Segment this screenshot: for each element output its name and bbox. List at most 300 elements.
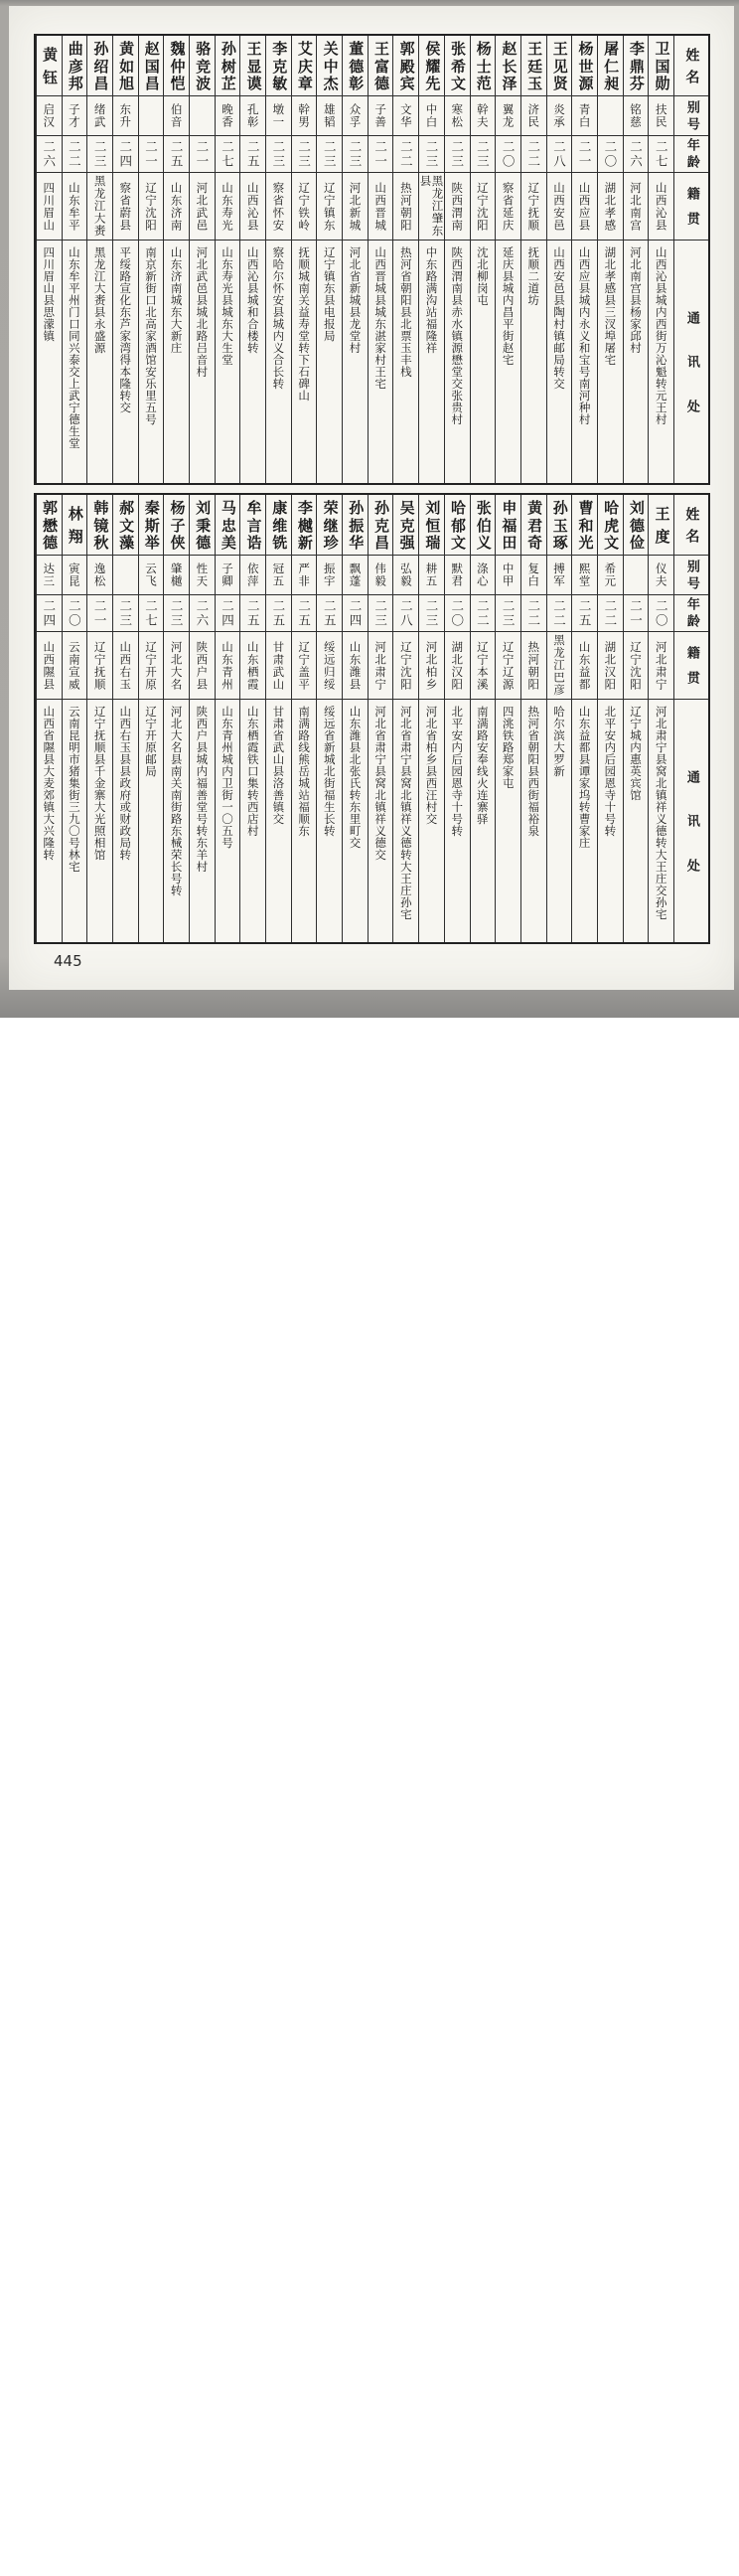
entry-address: [445, 240, 470, 483]
entry-alias: [598, 555, 623, 594]
entry-alias: [266, 95, 291, 135]
entry-column: [418, 495, 444, 942]
entry-address-text: 山东栖霞铁口集转西店村: [245, 706, 260, 837]
entry-age-text: 二六: [41, 139, 57, 169]
entry-age-text: 二三: [169, 598, 185, 628]
entry-age-text: 二二: [67, 139, 82, 169]
entry-native-text: 山东牟平: [67, 181, 81, 232]
entry-native: [37, 631, 62, 699]
entry-name-text: 哈 郁 文: [449, 500, 468, 550]
entry-alias: [343, 95, 368, 135]
entry-address-text: 山东牟平州门口同兴泰交上武宁德生堂: [67, 246, 81, 449]
entry-alias: [393, 95, 418, 135]
entry-column: [623, 495, 649, 942]
header-address: [674, 240, 708, 483]
entry-native-text: 辽宁沈阳: [398, 640, 413, 691]
entry-name-text: 牟 言 诰: [244, 500, 263, 550]
entry-age: [164, 135, 189, 172]
entry-column: [138, 36, 164, 483]
entry-alias-text: 希元: [603, 563, 618, 587]
header-address: [674, 699, 708, 942]
entry-address: [266, 240, 291, 483]
entry-address: [63, 240, 87, 483]
entry-alias-text: 文华: [398, 103, 413, 128]
entry-name-text: 屠 仁 昶: [602, 41, 621, 90]
header-native-text: 籍 贯: [683, 186, 699, 227]
entry-age: [393, 135, 418, 172]
entry-name-text: 马 忠 美: [219, 500, 237, 550]
entry-age: [63, 594, 87, 631]
entry-address-text: 山东益都县谭家坞转曹家庄: [577, 706, 592, 849]
entry-age: [266, 135, 291, 172]
entry-native: [393, 172, 418, 240]
entry-age-text: 二五: [577, 598, 593, 628]
entry-column: [138, 495, 164, 942]
entry-name: [216, 495, 240, 555]
header-alias: [674, 555, 708, 594]
entry-name-text: 刘 秉 德: [194, 500, 213, 550]
entry-age-text: 二三: [501, 598, 517, 628]
entry-age-text: 二三: [424, 598, 440, 628]
entry-address-text: 河北省肃宁县窝北镇祥义德转大王庄孙宅: [398, 706, 413, 920]
entry-name-text: 关 中 杰: [321, 41, 340, 90]
entry-native-text: 山东潍县: [348, 640, 363, 691]
entry-age-text: 二七: [654, 139, 669, 169]
header-name-text: 姓 名: [683, 506, 700, 544]
entry-age-text: 二三: [449, 139, 465, 169]
entry-column: [648, 36, 673, 483]
entry-name-text: 杨 子 侠: [168, 500, 187, 550]
entry-name: [521, 36, 546, 95]
entry-native: [164, 631, 189, 699]
entry-native: [164, 172, 189, 240]
entry-native: [419, 172, 444, 240]
entry-address: [369, 699, 393, 942]
entry-age: [190, 135, 215, 172]
entry-age-text: 二三: [92, 139, 108, 169]
entry-alias-text: 晚香: [221, 103, 234, 128]
entry-native: [624, 172, 649, 240]
entry-name: [419, 36, 444, 95]
entry-native-text: 山西晋城: [373, 181, 388, 232]
entry-native: [445, 172, 470, 240]
entry-alias-text: 中甲: [501, 563, 516, 587]
entry-age: [496, 135, 520, 172]
entry-native: [87, 172, 112, 240]
entry-name-text: 曹 和 光: [576, 500, 595, 550]
entry-age-text: 二五: [245, 598, 261, 628]
entry-address-text: 山西右玉县县政府或财政局转: [118, 706, 133, 861]
entry-alias-text: 涤心: [475, 563, 490, 587]
entry-name: [393, 495, 418, 555]
entry-alias-text: 熙堂: [577, 563, 592, 587]
entry-address: [496, 240, 520, 483]
header-name: [674, 495, 708, 555]
entry-name-text: 李 樾 新: [295, 500, 314, 550]
entry-address: [649, 240, 673, 483]
entry-column: [470, 36, 496, 483]
entry-name-text: 曲 彦 邦: [66, 41, 84, 90]
entry-native: [317, 631, 342, 699]
entry-address: [292, 240, 317, 483]
entry-alias-text: 云飞: [143, 563, 158, 587]
entry-native-text: 陕西户县: [195, 640, 210, 691]
entry-column: [291, 36, 317, 483]
entry-alias: [190, 95, 215, 135]
entry-name: [471, 495, 496, 555]
entry-column: [520, 36, 546, 483]
entry-address-text: 沈北柳岗屯: [475, 246, 490, 306]
entry-address: [240, 240, 265, 483]
entry-age: [37, 135, 62, 172]
entry-address: [572, 240, 597, 483]
entry-age-text: 二一: [143, 139, 159, 169]
entry-alias: [419, 95, 444, 135]
entry-alias-text: 耕五: [424, 563, 439, 587]
entry-alias: [113, 95, 138, 135]
entry-column: [392, 495, 418, 942]
entry-address-text: 黑龙江大赉县永盛源: [92, 246, 107, 354]
entry-native: [266, 172, 291, 240]
entry-alias-text: 仪夫: [654, 563, 668, 587]
entry-column: [291, 495, 317, 942]
entry-address-text: 绥远省新城北街福生长转: [322, 706, 337, 837]
entry-name: [547, 36, 572, 95]
entry-name-text: 郝 文 藻: [117, 500, 136, 550]
entry-age: [216, 135, 240, 172]
header-alias: [674, 95, 708, 135]
entry-age-text: 二四: [41, 598, 57, 628]
entry-column: [265, 495, 291, 942]
header-alias-text: 别 号: [683, 559, 699, 591]
entry-native-text: 河北肃宁: [373, 640, 388, 691]
entry-name-text: 侯 耀 先: [423, 41, 442, 90]
entry-age: [240, 135, 265, 172]
entry-age: [521, 594, 546, 631]
scanned-page: [0, 0, 739, 1018]
entry-alias-text: 子卿: [221, 563, 234, 587]
entry-address: [139, 240, 164, 483]
entry-address: [317, 699, 342, 942]
entry-native-text: 辽宁开原: [143, 640, 158, 691]
entry-age: [139, 135, 164, 172]
entry-name-text: 黄 君 奇: [525, 500, 544, 550]
entry-native-text: 山东济南: [169, 181, 184, 232]
entry-native-text: 河北武邑: [195, 181, 210, 232]
entry-column: [470, 495, 496, 942]
entry-address-text: 延庆县城内昌平街赵宅: [501, 246, 516, 366]
entry-native-text: 河北肃宁: [654, 640, 668, 691]
entry-address-text: 山东寿光县城东大生堂: [221, 246, 234, 366]
entry-alias-text: 肇樾: [169, 563, 184, 587]
entry-address-text: 抚顺城南关益寿堂转下石碑山: [297, 246, 312, 402]
entry-name-text: 王 度: [653, 506, 671, 544]
entry-column: [86, 495, 112, 942]
entry-address: [393, 240, 418, 483]
entry-column: [368, 36, 393, 483]
entry-age-text: 二八: [551, 139, 567, 169]
entry-native-text: 湖北汉阳: [603, 640, 618, 691]
entry-name: [521, 495, 546, 555]
header-name-text: 姓 名: [683, 47, 700, 84]
entry-column: [112, 495, 138, 942]
entry-native-text: 黑龙江大赉: [92, 175, 107, 238]
entry-name: [445, 495, 470, 555]
entry-name: [317, 495, 342, 555]
entry-address-text: 河北省新城县龙堂村: [348, 246, 363, 354]
entry-native: [37, 172, 62, 240]
entry-native: [369, 172, 393, 240]
entry-age: [63, 135, 87, 172]
entry-native: [572, 172, 597, 240]
entry-name: [598, 495, 623, 555]
entry-alias: [419, 555, 444, 594]
entry-native: [139, 172, 164, 240]
entry-age: [547, 135, 572, 172]
entry-address-text: 山西沁县城和合楼转: [245, 246, 260, 354]
entry-address: [471, 699, 496, 942]
entry-alias-text: 冠五: [271, 563, 286, 587]
entry-address: [87, 699, 112, 942]
entry-address: [649, 699, 673, 942]
entry-column: [623, 36, 649, 483]
entry-address: [190, 240, 215, 483]
entry-name: [317, 36, 342, 95]
entry-native-text: 辽宁抚顺: [526, 181, 541, 232]
entry-alias-text: 振宇: [322, 563, 337, 587]
entry-name-text: 孙 玉 琢: [550, 500, 569, 550]
header-column: [673, 495, 708, 942]
entry-alias: [572, 95, 597, 135]
entry-address: [393, 699, 418, 942]
entry-age-text: 二二: [525, 598, 541, 628]
entry-alias: [521, 555, 546, 594]
entry-name-text: 黄 如 旭: [117, 41, 136, 90]
entry-address-text: 山东济南城东大新庄: [169, 246, 184, 354]
entry-alias: [63, 95, 87, 135]
header-name: [674, 36, 708, 95]
entry-age: [190, 594, 215, 631]
entry-name: [87, 495, 112, 555]
entry-name: [598, 36, 623, 95]
header-address-text: 通 讯 处: [683, 310, 699, 413]
entry-address-text: 南京新街口北高家酒馆安乐里五号: [143, 246, 158, 425]
entry-alias: [649, 95, 673, 135]
entry-column: [444, 36, 470, 483]
entry-address: [445, 699, 470, 942]
entry-native-text: 黑龙江巴彦: [551, 634, 566, 697]
entry-address: [139, 699, 164, 942]
entry-column: [163, 495, 189, 942]
entry-native-text: 湖北孝感: [603, 181, 618, 232]
entry-address: [87, 240, 112, 483]
entry-name: [113, 36, 138, 95]
entry-native: [240, 631, 265, 699]
entry-name: [240, 495, 265, 555]
header-age: [674, 594, 708, 631]
entry-address-text: 湖北孝感县三汊埠屠宅: [603, 246, 618, 366]
entry-age: [572, 594, 597, 631]
entry-name-text: 李 鼎 芬: [627, 41, 646, 90]
entry-age: [419, 135, 444, 172]
entry-alias: [113, 555, 138, 594]
entry-column: [62, 495, 87, 942]
entry-address-text: 辽宁城内惠英宾馆: [629, 706, 643, 801]
entry-name-text: 孙 绍 昌: [91, 41, 110, 90]
entry-column: [342, 495, 368, 942]
entry-address: [471, 240, 496, 483]
entry-name: [37, 495, 62, 555]
entry-address-text: 哈尔滨大罗新: [551, 706, 566, 777]
entry-age-text: 二〇: [602, 139, 618, 169]
paper-sheet: [9, 6, 734, 990]
entry-native-text: 辽宁镇东: [322, 181, 337, 232]
entry-column: [36, 36, 62, 483]
entry-native: [496, 172, 520, 240]
entry-address: [216, 240, 240, 483]
entry-age: [317, 594, 342, 631]
entry-address: [521, 699, 546, 942]
entry-alias: [649, 555, 673, 594]
entry-address: [343, 699, 368, 942]
entry-name: [649, 36, 673, 95]
entry-age-text: 二七: [220, 139, 235, 169]
entry-alias-text: 翼龙: [501, 103, 516, 128]
entry-name-text: 赵 长 泽: [500, 41, 518, 90]
entry-alias-text: 东升: [118, 103, 133, 128]
entry-column: [368, 495, 393, 942]
entry-native: [521, 172, 546, 240]
entry-age-text: 二三: [322, 139, 338, 169]
entry-name: [240, 36, 265, 95]
entry-address: [343, 240, 368, 483]
entry-name-text: 申 福 田: [500, 500, 518, 550]
entry-age: [343, 135, 368, 172]
entry-name: [496, 495, 520, 555]
entry-age: [317, 135, 342, 172]
entry-name-text: 黄 钰: [41, 47, 60, 84]
entry-address: [63, 699, 87, 942]
entry-address-text: 辽宁镇东县电报局: [322, 246, 337, 342]
entry-address-text: 北平安内后园恩寺十号转: [450, 706, 465, 837]
entry-address-text: 中东路满沟站福隆祥: [424, 246, 439, 354]
entry-alias: [216, 95, 240, 135]
entry-name-text: 林 翔: [66, 506, 84, 544]
entry-column: [597, 36, 623, 483]
entry-native-text: 山西安邑: [551, 181, 566, 232]
entry-age: [572, 135, 597, 172]
entry-alias-text: 青白: [577, 103, 592, 128]
entry-alias-text: 济民: [526, 103, 541, 128]
entry-address-text: 北平安内后园恩寺十号转: [603, 706, 618, 837]
entry-address: [113, 699, 138, 942]
entry-native-text: 察省怀安: [271, 181, 286, 232]
entry-address-text: 南满路线熊岳城站福顺东: [297, 706, 312, 837]
entry-age-text: 二六: [628, 139, 644, 169]
entry-name: [164, 36, 189, 95]
entry-name-text: 魏 仲 恺: [168, 41, 187, 90]
entry-name-text: 刘 恒 瑞: [423, 500, 442, 550]
entry-native: [598, 172, 623, 240]
entry-native-text: 山东栖霞: [245, 640, 260, 691]
entry-column: [444, 495, 470, 942]
header-address-text: 通 讯 处: [683, 769, 699, 873]
entry-alias: [471, 95, 496, 135]
entry-name-text: 吴 克 强: [397, 500, 416, 550]
entry-age-text: 二二: [475, 598, 491, 628]
entry-age-text: 二二: [602, 598, 618, 628]
entry-alias: [37, 95, 62, 135]
entry-name: [63, 36, 87, 95]
entry-address-text: 平绥路宣化东芦家湾得本隆转交: [118, 246, 133, 413]
entry-alias-text: 严非: [297, 563, 312, 587]
entry-alias-text: 逸松: [92, 563, 107, 587]
entry-age-text: 二二: [551, 598, 567, 628]
entry-name: [343, 36, 368, 95]
entry-native: [624, 631, 649, 699]
entry-alias: [572, 555, 597, 594]
entry-age: [216, 594, 240, 631]
entry-native-text: 湖北汉阳: [450, 640, 465, 691]
entry-address: [496, 699, 520, 942]
entry-name-text: 韩 镜 秋: [91, 500, 110, 550]
entry-name: [139, 495, 164, 555]
entry-native-text: 山西应县: [577, 181, 592, 232]
entry-name-text: 康 维 铣: [270, 500, 289, 550]
entry-native-text: 陕西渭南: [450, 181, 465, 232]
entry-name: [37, 36, 62, 95]
entry-alias-text: 炎承: [551, 103, 566, 128]
entry-age-text: 二七: [143, 598, 159, 628]
entry-address: [190, 699, 215, 942]
entry-column: [571, 495, 597, 942]
entry-age: [521, 135, 546, 172]
entry-alias-text: 孔彰: [245, 103, 260, 128]
entry-native-text: 辽宁盖平: [297, 640, 312, 691]
entry-alias-text: 达三: [42, 563, 57, 587]
entry-age-text: 二〇: [449, 598, 465, 628]
entry-age: [649, 135, 673, 172]
entry-alias: [624, 95, 649, 135]
entry-address: [547, 240, 572, 483]
entry-alias: [445, 555, 470, 594]
entry-column: [316, 495, 342, 942]
entry-name: [190, 36, 215, 95]
entry-address-text: 山西省隰县大麦郊镇大兴隆转: [42, 706, 57, 861]
entry-column: [265, 36, 291, 483]
entry-native-text: 辽宁沈阳: [475, 181, 490, 232]
entry-name-text: 王 廷 玉: [525, 41, 544, 90]
entry-native: [139, 631, 164, 699]
entry-address: [37, 699, 62, 942]
entry-name-text: 刘 德 俭: [627, 500, 646, 550]
entry-alias: [292, 555, 317, 594]
entry-native: [317, 172, 342, 240]
entry-address-text: 河北大名县南关南街路东械荣长号转: [169, 706, 184, 896]
entry-address: [547, 699, 572, 942]
entry-column: [520, 495, 546, 942]
entry-native-text: 山东青州: [221, 640, 234, 691]
entry-address-text: 山东青州城内卫街一〇五号: [221, 706, 234, 849]
entry-native-text: 察省延庆: [501, 181, 516, 232]
entry-age-text: 二五: [322, 598, 338, 628]
entry-alias-text: 雄韬: [322, 103, 337, 128]
entry-address-text: 河北省肃宁县窝北镇祥义德交: [373, 706, 388, 861]
header-column: [673, 36, 708, 483]
entry-address-text: 山西晋城县城东湛家村王宅: [373, 246, 388, 390]
entry-address-text: 河北武邑县城北路吕音村: [195, 246, 210, 378]
entry-alias-text: 寒松: [450, 103, 465, 128]
